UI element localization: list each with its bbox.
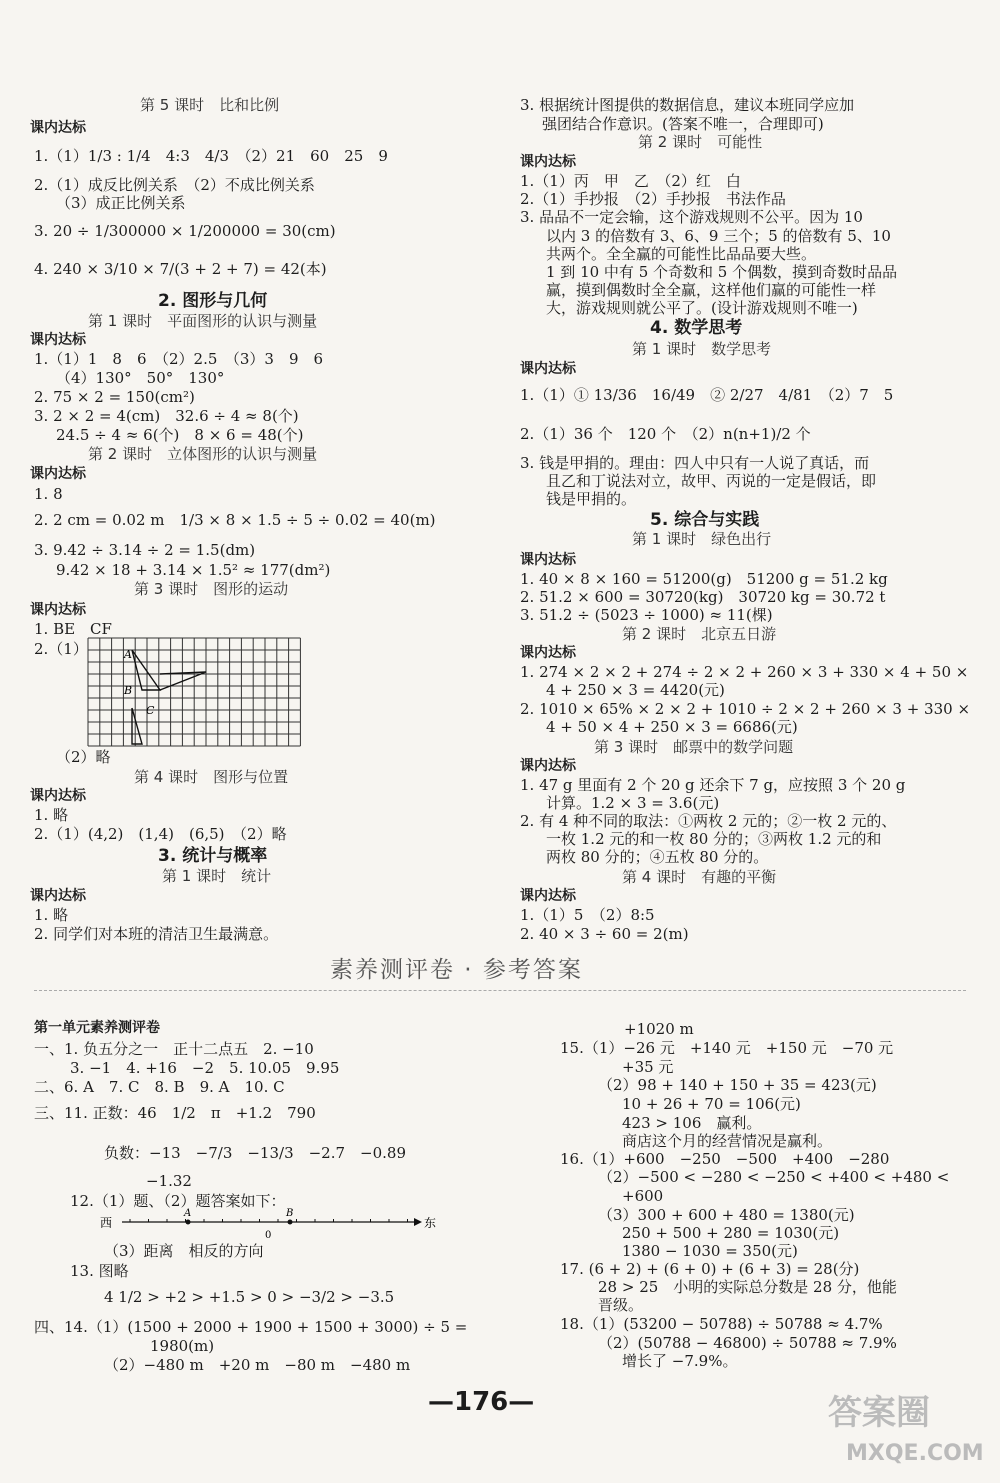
right-line-0: 3. 根据统计图提供的数据信息，建议本班同学应加 — [520, 96, 855, 114]
bottom-left-line-1: 一、1. 负五分之一 正十二点五 2. −10 — [34, 1040, 314, 1058]
right-line-4: 1.（1）丙 甲 乙 （2）红 白 — [520, 172, 741, 190]
left-line-27: 课内达标 — [30, 788, 86, 804]
bottom-right-line-10: （3）300 + 600 + 480 = 1380(元) — [598, 1206, 855, 1224]
right-line-27: 课内达标 — [520, 645, 576, 661]
right-line-33: 课内达标 — [520, 758, 576, 774]
bottom-left-line-4: 三、11. 正数：46 1/2 π +1.2 790 — [34, 1104, 316, 1122]
left-line-29: 2.（1）(4,2) (1,4) (6,5) （2）略 — [34, 825, 287, 843]
right-line-8: 共两个。全全赢的可能性比品品要大些。 — [546, 245, 817, 263]
right-line-17: 3. 钱是甲捐的。理由：四人中只有一人说了真话，而 — [520, 454, 870, 472]
left-line-14: 24.5 ÷ 4 ≈ 6(个) 8 × 6 = 48(个) — [56, 426, 304, 444]
bottom-left-line-10: 4 1/2 > +2 > +1.5 > 0 > −3/2 > −3.5 — [104, 1288, 395, 1306]
number-line — [100, 1206, 440, 1242]
right-line-15: 1.（1）① 13/36 16/49 ② 2/27 4/81 （2）7 5 — [520, 386, 894, 404]
right-line-5: 2.（1）手抄报 （2）手抄报 书法作品 — [520, 190, 786, 208]
right-line-21: 第 1 课时 绿色出行 — [632, 530, 772, 548]
right-line-29: 4 + 250 × 3 = 4420(元) — [546, 681, 725, 699]
right-line-42: 2. 40 × 3 ÷ 60 = 2(m) — [520, 925, 689, 943]
right-line-1: 强团结合作意识。(答案不唯一，合理即可) — [542, 115, 824, 133]
left-line-15: 第 2 课时 立体图形的认识与测量 — [88, 445, 318, 463]
right-line-6: 3. 品品不一定会输，这个游戏规则不公平。因为 10 — [520, 208, 863, 226]
left-line-33: 1. 略 — [34, 906, 69, 924]
watermark-url: MXQE.COM — [846, 1441, 984, 1466]
bottom-left-line-12: 1980(m) — [150, 1337, 215, 1355]
left-line-32: 课内达标 — [30, 888, 86, 904]
divider-line — [34, 990, 966, 991]
bottom-right-line-6: 商店这个月的经营情况是赢利。 — [622, 1132, 833, 1150]
left-line-21: 第 3 课时 图形的运动 — [134, 580, 289, 598]
right-line-28: 1. 274 × 2 × 2 + 274 ÷ 2 × 2 + 260 × 3 + 330 × 4 + 50 × — [520, 663, 969, 681]
bottom-right-line-8: （2）−500 < −280 < −250 < +400 < +480 < — [598, 1168, 950, 1186]
right-line-14: 课内达标 — [520, 361, 576, 377]
bottom-left-line-13: （2）−480 m +20 m −80 m −480 m — [104, 1356, 411, 1374]
direction-west: 西 — [100, 1216, 113, 1230]
left-line-1: 课内达标 — [30, 120, 86, 136]
right-line-19: 钱是甲捐的。 — [546, 490, 637, 508]
left-line-4: （3）成正比例关系 — [56, 194, 186, 212]
right-line-37: 一枚 1.2 元的和一枚 80 分的；③两枚 1.2 元的和 — [546, 830, 882, 848]
left-line-22: 课内达标 — [30, 602, 86, 618]
right-line-34: 1. 47 g 里面有 2 个 20 g 还余下 7 g，应按照 3 个 20 g — [520, 776, 906, 794]
bottom-right-line-13: 17. (6 + 2) + (6 + 0) + (6 + 3) = 28(分) — [560, 1260, 860, 1278]
watermark-logo: 答案圈 — [828, 1393, 930, 1433]
right-line-11: 大，游戏规则就公平了。(设计游戏规则不唯一) — [546, 299, 858, 317]
zero-label: 0 — [265, 1230, 272, 1241]
bottom-left-line-8: （3）距离 相反的方向 — [104, 1242, 264, 1260]
right-line-16: 2.（1）36 个 120 个 （2）n(n+1)/2 个 — [520, 425, 811, 443]
bottom-right-line-4: 10 + 26 + 70 = 106(元) — [622, 1095, 801, 1113]
left-line-11: （4）130° 50° 130° — [56, 369, 225, 387]
bottom-left-line-2: 3. −1 4. +16 −2 5. 10.05 9.95 — [70, 1059, 340, 1077]
right-line-41: 1.（1）5 （2）8:5 — [520, 906, 655, 924]
left-line-0: 第 5 课时 比和比例 — [140, 96, 280, 114]
right-line-22: 课内达标 — [520, 552, 576, 568]
left-line-16: 课内达标 — [30, 466, 86, 482]
left-line-26: 第 4 课时 图形与位置 — [134, 768, 289, 786]
right-line-25: 3. 51.2 ÷ (5023 ÷ 1000) ≈ 11(棵) — [520, 606, 773, 624]
triangle-translated — [132, 708, 142, 744]
right-line-9: 1 到 10 中有 5 个奇数和 5 个偶数，摸到奇数时品品 — [546, 263, 898, 281]
left-line-28: 1. 略 — [34, 806, 69, 824]
right-line-39: 第 4 课时 有趣的平衡 — [622, 868, 777, 886]
right-line-35: 计算。1.2 × 3 = 3.6(元) — [546, 794, 720, 812]
right-line-40: 课内达标 — [520, 888, 576, 904]
bottom-right-line-17: （2）(50788 − 46800) ÷ 50788 ≈ 7.9% — [598, 1334, 897, 1352]
bottom-right-line-7: 16.（1）+600 −250 −500 +400 −280 — [560, 1150, 890, 1168]
bottom-right-line-14: 28 > 25 小明的实际总分数是 28 分，他能 — [598, 1278, 897, 1296]
right-line-32: 第 3 课时 邮票中的数学问题 — [594, 738, 794, 756]
left-line-8: 第 1 课时 平面图形的认识与测量 — [88, 312, 318, 330]
section-banner: 素养测评卷 · 参考答案 — [330, 957, 583, 983]
triangle-original — [132, 650, 160, 690]
bottom-left-line-6: −1.32 — [146, 1172, 192, 1190]
left-line-34: 2. 同学们对本班的清洁卫生最满意。 — [34, 925, 279, 943]
left-line-3: 2.（1）成反比例关系 （2）不成比例关系 — [34, 176, 315, 194]
right-line-18: 且乙和丁说法对立，故甲、丙说的一定是假话，即 — [546, 472, 877, 490]
right-line-36: 2. 有 4 种不同的取法：①两枚 2 元的；②一枚 2 元的、 — [520, 812, 897, 830]
grid-label-c: C — [146, 704, 155, 717]
right-line-38: 两枚 80 分的；④五枚 80 分的。 — [546, 848, 769, 866]
bottom-left-line-9: 13. 图略 — [70, 1262, 129, 1280]
bottom-right-line-11: 250 + 500 + 280 = 1030(元) — [622, 1224, 840, 1242]
left-line-18: 2. 2 cm = 0.02 m 1/3 × 8 × 1.5 ÷ 5 ÷ 0.02 = 40(m) — [34, 511, 436, 529]
bottom-left-line-7: 12.（1）题、（2）题答案如下： — [70, 1192, 286, 1210]
left-line-6: 4. 240 × 3/10 × 7/(3 + 2 + 7) = 42(本) — [34, 260, 327, 278]
left-line-20: 9.42 × 18 + 3.14 × 1.5² ≈ 177(dm²) — [56, 561, 331, 579]
grid-label-b: B — [124, 684, 133, 697]
bottom-right-line-18: 增长了 −7.9%。 — [622, 1352, 738, 1370]
right-line-20: 5. 综合与实践 — [650, 510, 760, 530]
left-line-5: 3. 20 ÷ 1/300000 × 1/200000 = 30(cm) — [34, 222, 336, 240]
left-line-13: 3. 2 × 2 = 4(cm) 32.6 ÷ 4 ≈ 8(个) — [34, 407, 299, 425]
triangle-rotated — [160, 672, 206, 690]
left-line-23: 1. BE CF — [34, 620, 112, 638]
left-line-30: 3. 统计与概率 — [158, 846, 268, 866]
left-line-19: 3. 9.42 ÷ 3.14 ÷ 2 = 1.5(dm) — [34, 541, 256, 559]
grid-label-a: A — [124, 648, 132, 661]
right-line-13: 第 1 课时 数学思考 — [632, 340, 772, 358]
left-line-12: 2. 75 × 2 = 150(cm²) — [34, 388, 195, 406]
bottom-left-line-0: 第一单元素养测评卷 — [34, 1020, 160, 1036]
right-line-3: 课内达标 — [520, 154, 576, 170]
right-line-7: 以内 3 的倍数有 3、6、9 三个；5 的倍数有 5、10 — [546, 227, 891, 245]
grid-figure — [86, 636, 302, 748]
right-line-12: 4. 数学思考 — [650, 318, 743, 338]
bottom-right-line-1: 15.（1）−26 元 +140 元 +150 元 −70 元 — [560, 1039, 894, 1057]
right-line-2: 第 2 课时 可能性 — [638, 133, 763, 151]
left-line-25: （2）略 — [56, 748, 111, 766]
left-line-7: 2. 图形与几何 — [158, 291, 268, 311]
left-line-17: 1. 8 — [34, 485, 63, 503]
bottom-right-line-15: 晋级。 — [598, 1296, 644, 1314]
left-line-9: 课内达标 — [30, 332, 86, 348]
bottom-right-line-0: +1020 m — [624, 1020, 694, 1038]
bottom-right-line-9: +600 — [622, 1187, 664, 1205]
left-line-24: 2.（1） — [34, 640, 88, 658]
left-line-10: 1.（1）1 8 6 （2）2.5 （3）3 9 6 — [34, 350, 324, 368]
right-line-23: 1. 40 × 8 × 160 = 51200(g) 51200 g = 51.2 kg — [520, 570, 888, 588]
right-line-10: 赢，摸到偶数时全全赢，这样他们赢的可能性一样 — [546, 281, 877, 299]
bottom-left-line-3: 二、6. A 7. C 8. B 9. A 10. C — [34, 1078, 285, 1096]
bottom-right-line-16: 18.（1）(53200 − 50788) ÷ 50788 ≈ 4.7% — [560, 1315, 883, 1333]
bottom-left-line-5: 负数：−13 −7/3 −13/3 −2.7 −0.89 — [104, 1144, 407, 1162]
right-line-26: 第 2 课时 北京五日游 — [622, 625, 777, 643]
bottom-left-line-11: 四、14.（1）(1500 + 2000 + 1900 + 1500 + 3000) ÷ 5 = — [34, 1318, 468, 1336]
left-line-31: 第 1 课时 统计 — [162, 867, 272, 885]
point-a-label: A — [184, 1208, 192, 1219]
bottom-right-line-5: 423 > 106 赢利。 — [622, 1114, 762, 1132]
right-line-24: 2. 51.2 × 600 = 30720(kg) 30720 kg = 30.72 t — [520, 588, 886, 606]
bottom-right-line-2: +35 元 — [622, 1058, 674, 1076]
bottom-right-line-3: （2）98 + 140 + 150 + 35 = 423(元) — [598, 1076, 877, 1094]
left-line-2: 1.（1）1/3 : 1/4 4:3 4/3 （2）21 60 25 9 — [34, 147, 388, 165]
point-b-label: B — [286, 1208, 294, 1219]
right-line-30: 2. 1010 × 65% × 2 × 2 + 1010 ÷ 2 × 2 + 260 × 3 + 330 × — [520, 700, 971, 718]
page-number: —176— — [428, 1387, 535, 1417]
right-line-31: 4 + 50 × 4 + 250 × 3 = 6686(元) — [546, 718, 798, 736]
direction-east: 东 — [424, 1216, 437, 1230]
bottom-right-line-12: 1380 − 1030 = 350(元) — [622, 1242, 798, 1260]
